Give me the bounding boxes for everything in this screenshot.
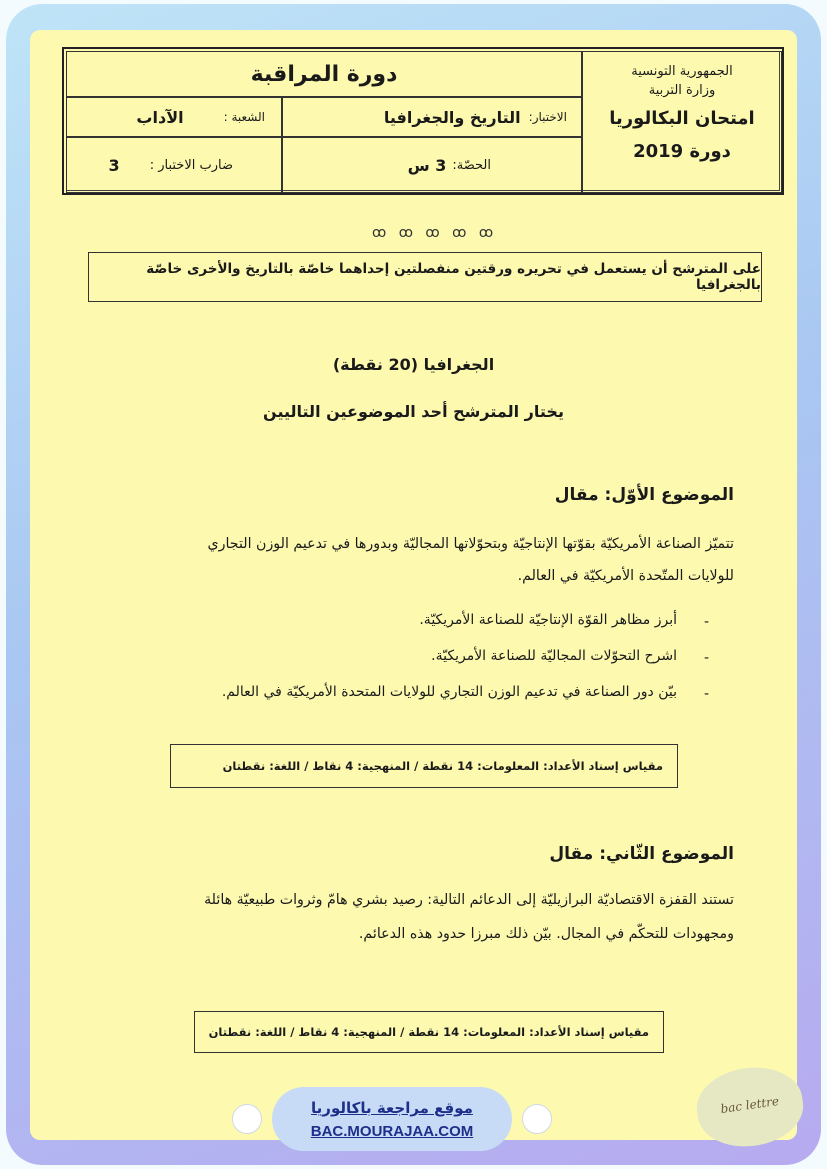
duration-label: الحصّة: <box>452 157 491 173</box>
topic2-heading: الموضوع الثّاني: مقال <box>549 844 734 864</box>
topic1-heading: الموضوع الأوّل: مقال <box>554 485 734 505</box>
instruction-text: على المترشح أن يستعمل في تحريره ورقتين منفصلتين إحداهما خاصّة بالتاريخ والأخرى خاصّة بالجغرافيا <box>146 261 761 293</box>
subject-value: التاريخ والجغرافيا <box>383 107 521 127</box>
branch-cell <box>66 97 282 137</box>
branch-value: الآداب <box>136 107 184 127</box>
exam-header-table <box>62 47 784 195</box>
session-title-cell <box>66 51 582 97</box>
subject-label: الاختبار: <box>528 110 567 124</box>
session-year: دورة 2019 <box>633 141 731 162</box>
coefficient-value: 3 <box>108 155 120 175</box>
site-name-link[interactable]: موقع مراجعة باكالوريا <box>311 1099 473 1117</box>
site-logo-icon <box>522 1104 552 1134</box>
ornament-divider: ꝏ ꝏ ꝏ ꝏ ꝏ <box>372 225 498 241</box>
country-name: الجمهورية التونسية <box>631 64 733 79</box>
bullet-dash: - <box>704 686 710 702</box>
topic2-grading-box <box>194 1011 664 1053</box>
ministry-name: وزارة التربية <box>648 83 716 98</box>
exam-info-cell <box>582 51 782 193</box>
branch-label: الشعبة : <box>223 110 265 124</box>
site-footer-banner[interactable] <box>272 1087 512 1151</box>
site-logo-icon <box>232 1104 262 1134</box>
topic2-grading: مقياس إسناد الأعداد: المعلومات: 14 نقطة / المنهجية: 4 نقاط / اللغة: نقطتان <box>208 1025 649 1039</box>
topic1-item: بيّن دور الصناعة في تدعيم الوزن التجاري للولايات المتحدة الأمريكيّة في العالم. <box>221 684 677 700</box>
section-title: الجغرافيا (20 نقطة) <box>332 355 495 374</box>
exam-paper <box>30 30 797 1140</box>
site-url-link[interactable]: BAC.MOURAJAA.COM <box>310 1123 474 1140</box>
subject-cell <box>282 97 582 137</box>
topic2-line1: تستند القفزة الاقتصاديّة البرازيليّة إلى الدعائم التالية: رصيد بشري هامّ وثروات طبيعيّة هائلة <box>204 892 734 908</box>
coefficient-cell <box>66 137 282 193</box>
topic2-line2: ومجهودات للتحكّم في المجال. بيّن ذلك مبرزا حدود هذه الدعائم. <box>358 926 734 942</box>
bullet-dash: - <box>704 614 710 630</box>
bullet-dash: - <box>704 650 710 666</box>
topic1-grading: مقياس إسناد الأعداد: المعلومات: 14 نقطة / المنهجية: 4 نقاط / اللغة: نقطتان <box>222 759 663 773</box>
topic1-line2: للولايات المتّحدة الأمريكيّة في العالم. <box>517 568 734 584</box>
section-subtitle: يختار المترشح أحد الموضوعين التاليين <box>263 402 564 421</box>
topic1-line1: تتميّز الصناعة الأمريكيّة بقوّتها الإنتاجيّة وبتحوّلاتها المجاليّة وبدورها في تدعيم الوزن التجاري <box>207 536 734 552</box>
instruction-box <box>88 252 762 302</box>
topic1-grading-box <box>170 744 678 788</box>
coefficient-label: ضارب الاختبار : <box>149 157 233 173</box>
topic1-item: اشرح التحوّلات المجاليّة للصناعة الأمريكيّة. <box>431 648 677 664</box>
duration-cell <box>282 137 582 193</box>
exam-name: امتحان البكالوريا <box>609 108 755 129</box>
bac-lettre-logo-text: bac lettre <box>719 1093 780 1117</box>
session-title: دورة المراقبة <box>250 61 398 87</box>
topic1-item: أبرز مظاهر القوّة الإنتاجيّة للصناعة الأمريكيّة. <box>419 612 677 628</box>
duration-value: 3 س <box>407 155 447 175</box>
